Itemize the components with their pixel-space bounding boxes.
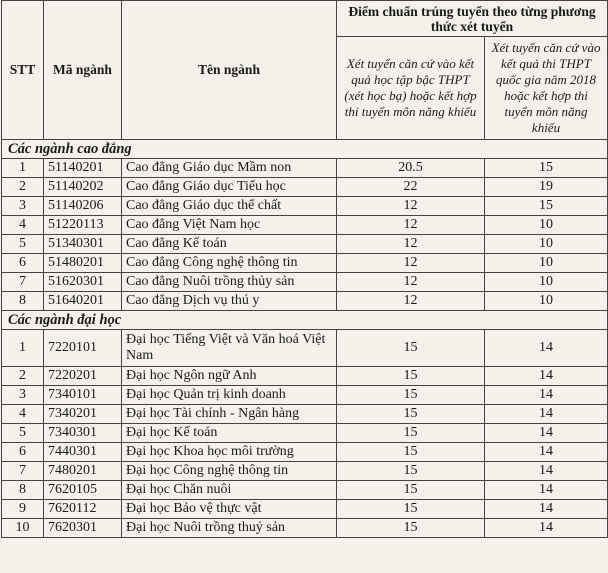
cell-ma-nganh: 7440301 bbox=[44, 443, 122, 462]
cell-ten-nganh: Cao đẳng Kế toán bbox=[122, 235, 337, 254]
cell-diem-hoc-ba: 15 bbox=[337, 330, 485, 367]
section-header bbox=[2, 311, 608, 330]
cell-stt: 1 bbox=[2, 330, 44, 367]
cell-diem-hoc-ba: 12 bbox=[337, 254, 485, 273]
cell-stt: 2 bbox=[2, 178, 44, 197]
cell-diem-thpt: 15 bbox=[485, 197, 608, 216]
cell-stt: 8 bbox=[2, 292, 44, 311]
cell-stt: 7 bbox=[2, 273, 44, 292]
cell-ma-nganh: 51140201 bbox=[44, 159, 122, 178]
cell-diem-hoc-ba: 12 bbox=[337, 235, 485, 254]
cell-stt: 5 bbox=[2, 424, 44, 443]
cell-stt: 10 bbox=[2, 519, 44, 538]
cell-ten-nganh: Cao đẳng Dịch vụ thú y bbox=[122, 292, 337, 311]
cell-ten-nganh: Đại học Bảo vệ thực vật bbox=[122, 500, 337, 519]
cell-stt: 4 bbox=[2, 216, 44, 235]
cell-diem-hoc-ba: 15 bbox=[337, 367, 485, 386]
cell-diem-thpt: 10 bbox=[485, 292, 608, 311]
table-row bbox=[2, 292, 608, 311]
header-ma-nganh: Mã ngành bbox=[44, 1, 122, 140]
cell-diem-hoc-ba: 15 bbox=[337, 481, 485, 500]
table-row bbox=[2, 216, 608, 235]
cell-stt: 6 bbox=[2, 254, 44, 273]
section-header bbox=[2, 140, 608, 159]
cell-diem-thpt: 14 bbox=[485, 405, 608, 424]
cell-stt: 3 bbox=[2, 386, 44, 405]
cell-diem-thpt: 10 bbox=[485, 273, 608, 292]
cell-diem-hoc-ba: 15 bbox=[337, 405, 485, 424]
cell-stt: 5 bbox=[2, 235, 44, 254]
cell-ma-nganh: 7340201 bbox=[44, 405, 122, 424]
cell-diem-hoc-ba: 15 bbox=[337, 519, 485, 538]
table-row bbox=[2, 405, 608, 424]
cell-diem-thpt: 19 bbox=[485, 178, 608, 197]
cell-diem-thpt: 14 bbox=[485, 386, 608, 405]
section-title: Các ngành cao đẳng bbox=[2, 140, 608, 159]
table-row bbox=[2, 500, 608, 519]
header-diem-chuan: Điểm chuẩn trúng tuyển theo từng phương thức xét tuyển bbox=[337, 1, 608, 37]
table-row bbox=[2, 330, 608, 367]
cell-diem-thpt: 14 bbox=[485, 367, 608, 386]
cell-ma-nganh: 7220101 bbox=[44, 330, 122, 367]
cell-diem-thpt: 10 bbox=[485, 254, 608, 273]
cell-stt: 3 bbox=[2, 197, 44, 216]
cell-diem-thpt: 14 bbox=[485, 481, 608, 500]
header-method-thpt: Xét tuyển căn cứ vào kết quả thi THPT quốc gia năm 2018 hoặc kết hợp thi tuyển môn năng khiếu bbox=[485, 37, 608, 140]
header-method-hoc-ba: Xét tuyển căn cứ vào kết quả học tập bậc THPT (xét học bạ) hoặc kết hợp thi tuyển môn năng khiếu bbox=[337, 37, 485, 140]
cell-ten-nganh: Cao đẳng Việt Nam học bbox=[122, 216, 337, 235]
cell-diem-thpt: 15 bbox=[485, 159, 608, 178]
table-row bbox=[2, 443, 608, 462]
cell-diem-hoc-ba: 12 bbox=[337, 292, 485, 311]
cell-ten-nganh: Đại học Tài chính - Ngân hàng bbox=[122, 405, 337, 424]
cell-ma-nganh: 7340301 bbox=[44, 424, 122, 443]
table-row bbox=[2, 424, 608, 443]
header-ten-nganh: Tên ngành bbox=[122, 1, 337, 140]
cell-stt: 7 bbox=[2, 462, 44, 481]
table-row bbox=[2, 386, 608, 405]
cell-ma-nganh: 7620105 bbox=[44, 481, 122, 500]
cell-diem-hoc-ba: 15 bbox=[337, 500, 485, 519]
table-row bbox=[2, 254, 608, 273]
cell-diem-hoc-ba: 15 bbox=[337, 443, 485, 462]
cell-ten-nganh: Đại học Quản trị kinh doanh bbox=[122, 386, 337, 405]
cell-stt: 8 bbox=[2, 481, 44, 500]
cell-diem-hoc-ba: 12 bbox=[337, 197, 485, 216]
cell-ma-nganh: 51480201 bbox=[44, 254, 122, 273]
table-row bbox=[2, 367, 608, 386]
cell-ma-nganh: 51140206 bbox=[44, 197, 122, 216]
cell-stt: 4 bbox=[2, 405, 44, 424]
table-row bbox=[2, 519, 608, 538]
table-row bbox=[2, 481, 608, 500]
cell-diem-thpt: 14 bbox=[485, 443, 608, 462]
cell-diem-hoc-ba: 15 bbox=[337, 424, 485, 443]
cell-ma-nganh: 51340301 bbox=[44, 235, 122, 254]
cell-ten-nganh: Đại học Khoa học môi trường bbox=[122, 443, 337, 462]
cell-diem-hoc-ba: 15 bbox=[337, 462, 485, 481]
cell-diem-thpt: 14 bbox=[485, 462, 608, 481]
cell-ten-nganh: Cao đẳng Giáo dục Tiểu học bbox=[122, 178, 337, 197]
cell-ma-nganh: 7620112 bbox=[44, 500, 122, 519]
table-row bbox=[2, 178, 608, 197]
cell-diem-thpt: 10 bbox=[485, 216, 608, 235]
cell-stt: 9 bbox=[2, 500, 44, 519]
cell-diem-hoc-ba: 15 bbox=[337, 386, 485, 405]
cell-ten-nganh: Đại học Nuôi trồng thuỷ sản bbox=[122, 519, 337, 538]
cell-ten-nganh: Đại học Chăn nuôi bbox=[122, 481, 337, 500]
cell-stt: 2 bbox=[2, 367, 44, 386]
cell-ten-nganh: Cao đẳng Giáo dục Mầm non bbox=[122, 159, 337, 178]
cell-stt: 1 bbox=[2, 159, 44, 178]
section-title: Các ngành đại học bbox=[2, 311, 608, 330]
cell-diem-hoc-ba: 20.5 bbox=[337, 159, 485, 178]
cell-ten-nganh: Cao đẳng Nuôi trồng thủy sản bbox=[122, 273, 337, 292]
table-row bbox=[2, 235, 608, 254]
cell-ma-nganh: 7220201 bbox=[44, 367, 122, 386]
cell-diem-hoc-ba: 12 bbox=[337, 216, 485, 235]
table-body bbox=[2, 140, 608, 538]
cell-diem-thpt: 14 bbox=[485, 519, 608, 538]
cell-ten-nganh: Đại học Công nghệ thông tin bbox=[122, 462, 337, 481]
cell-ten-nganh: Cao đẳng Giáo dục thể chất bbox=[122, 197, 337, 216]
cell-ma-nganh: 51140202 bbox=[44, 178, 122, 197]
cell-ten-nganh: Đại học Kế toán bbox=[122, 424, 337, 443]
table-row bbox=[2, 273, 608, 292]
cell-ma-nganh: 7340101 bbox=[44, 386, 122, 405]
cell-ten-nganh: Cao đẳng Công nghệ thông tin bbox=[122, 254, 337, 273]
admission-score-table bbox=[1, 0, 608, 538]
table-row bbox=[2, 462, 608, 481]
cell-diem-hoc-ba: 12 bbox=[337, 273, 485, 292]
cell-ma-nganh: 7620301 bbox=[44, 519, 122, 538]
cell-stt: 6 bbox=[2, 443, 44, 462]
cell-ten-nganh: Đại học Tiếng Việt và Văn hoá Việt Nam bbox=[122, 330, 337, 367]
cell-diem-thpt: 10 bbox=[485, 235, 608, 254]
cell-ma-nganh: 7480201 bbox=[44, 462, 122, 481]
cell-diem-hoc-ba: 22 bbox=[337, 178, 485, 197]
cell-ma-nganh: 51620301 bbox=[44, 273, 122, 292]
cell-diem-thpt: 14 bbox=[485, 330, 608, 367]
cell-diem-thpt: 14 bbox=[485, 500, 608, 519]
cell-diem-thpt: 14 bbox=[485, 424, 608, 443]
table-row bbox=[2, 197, 608, 216]
cell-ma-nganh: 51220113 bbox=[44, 216, 122, 235]
table-row bbox=[2, 159, 608, 178]
cell-ten-nganh: Đại học Ngôn ngữ Anh bbox=[122, 367, 337, 386]
header-stt: STT bbox=[2, 1, 44, 140]
cell-ma-nganh: 51640201 bbox=[44, 292, 122, 311]
